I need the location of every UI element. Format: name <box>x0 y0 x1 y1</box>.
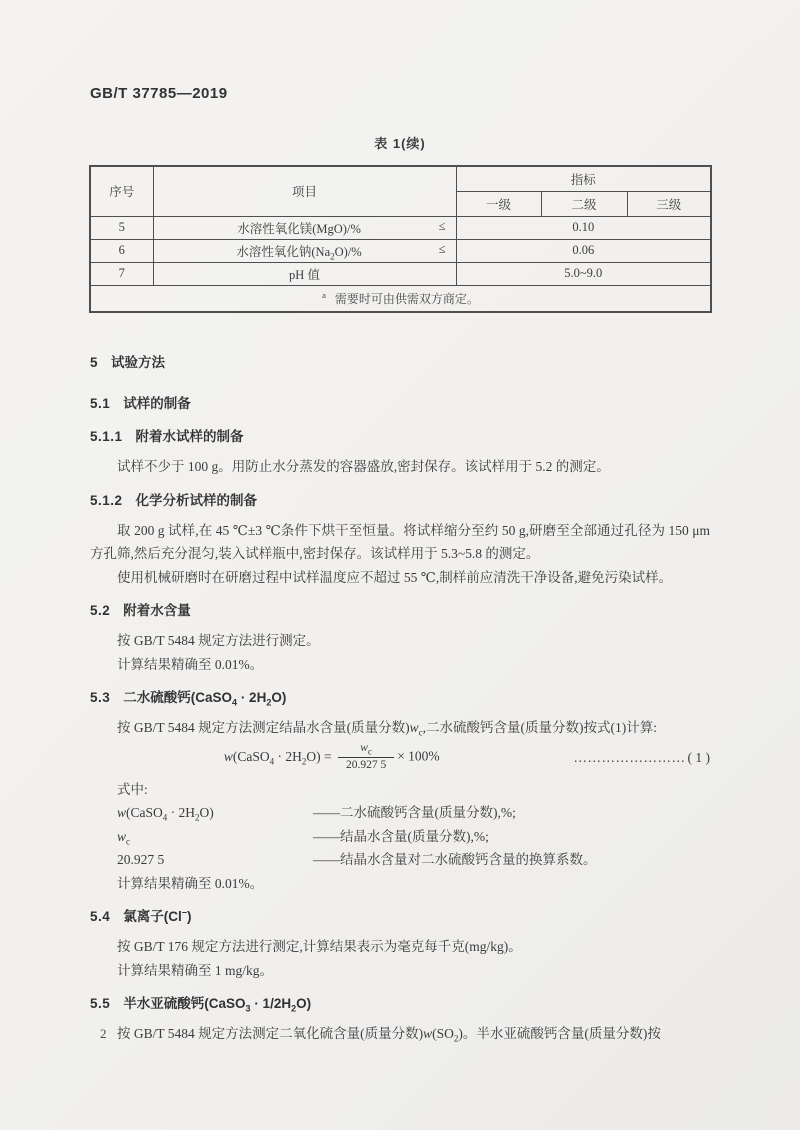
cell-item <box>153 216 456 239</box>
col-header-seq: 序号 <box>90 166 153 216</box>
standard-number: GB/T 37785—2019 <box>90 85 228 102</box>
paragraph-5-2b: 计算结果精确至 0.01%。 <box>117 656 264 672</box>
cell-seq: 7 <box>90 262 153 285</box>
leq-symbol: ≤ <box>438 218 446 233</box>
col-header-level-3: 三级 <box>627 191 711 216</box>
paragraph-where: 式中: <box>117 781 148 797</box>
paragraph-5-3b: 计算结果精确至 0.01%。 <box>117 875 264 891</box>
definition-description: ——二水硫酸钙含量(质量分数),%; <box>313 805 516 820</box>
page-number: 2 <box>100 1026 107 1041</box>
table-header-row-1 <box>90 166 711 191</box>
section-heading-5-1-1 <box>90 425 710 448</box>
section-number: 5.1.2 <box>90 492 123 508</box>
definition-description: ——结晶水含量(质量分数),%; <box>313 828 489 844</box>
definition-term: 20.927 5 <box>117 852 165 867</box>
definition-term: w(CaSO$_4$ · $2H_2O$) <box>117 805 214 823</box>
section-heading-5-1 <box>90 392 710 415</box>
section-number: 5.4 <box>90 909 111 924</box>
cell-seq: 6 <box>90 239 153 262</box>
paragraph-5-1-2b: 使用机械研磨时在研磨过程中试样温度应不超过 55 ℃,制样前应清洗干净设备,避免污染试样。 <box>117 569 673 585</box>
table-footnote <box>90 285 711 312</box>
section-title: 二水硫酸钙(CaSO$_4$ · $2H_2O$) <box>123 690 287 708</box>
section-heading-5-3 <box>90 686 710 709</box>
section-title: 试验方法 <box>111 355 166 370</box>
col-header-level-1: 一级 <box>456 191 541 216</box>
equation-lhs: w(CaSO$_4$ · $2H_2O$) = <box>223 748 335 767</box>
table-caption: 表 1(续) <box>374 136 426 151</box>
paragraph-5-1-2a: 取 200 g 试样,在 45 ℃±3 ℃条件下烘干至恒量。将试样缩分至约 50 g,研磨至全部通过孔径为 150 μm 方孔筛,然后充分混匀,装入试样瓶中,密封保存。该试样用于 5.3~5.8 的测定。 <box>90 522 710 561</box>
paragraph-5-3a: 按 GB/T 5484 规定方法测定结晶水含量(质量分数)$w_c$,二水硫酸钙含量(质量分数)按式(1)计算: <box>117 720 657 738</box>
table-row <box>90 216 711 239</box>
section-number: 5.1.1 <box>90 429 123 444</box>
item-text: 水溶性氧化镁(MgO)/% <box>237 221 361 236</box>
table-row <box>90 239 711 262</box>
cell-value: 0.10 <box>456 216 711 239</box>
cell-value: 5.0~9.0 <box>456 262 711 285</box>
section-heading-5-5 <box>90 992 710 1015</box>
table-row <box>90 262 711 285</box>
paragraph-5-5: 按 GB/T 5484 规定方法测定二氧化硫含量(质量分数)$w(SO_2)$。半水亚硫酸钙含量(质量分数)按 <box>117 1026 661 1044</box>
equation-expression <box>90 742 574 773</box>
definition-row <box>90 825 710 849</box>
definition-description: ——结晶水含量对二水硫酸钙含量的换算系数。 <box>313 852 597 867</box>
equation-1 <box>90 742 710 774</box>
definition-row <box>90 801 710 825</box>
cell-seq: 5 <box>90 216 153 239</box>
paragraph-5-4b: 计算结果精确至 1 mg/kg。 <box>117 962 274 978</box>
section-number: 5.3 <box>90 690 111 705</box>
section-title: 附着水含量 <box>123 603 191 618</box>
section-number: 5.5 <box>90 996 111 1011</box>
section-heading-5-4 <box>90 905 710 928</box>
fraction-numerator: $w_c$ <box>338 742 394 758</box>
cell-value: 0.06 <box>456 239 711 262</box>
table-1 <box>89 165 712 313</box>
fraction <box>338 742 394 773</box>
definition-term: $w_c$ <box>117 828 131 847</box>
item-text: pH 值 <box>289 267 320 282</box>
section-heading-5-2 <box>90 599 710 622</box>
definition-row <box>90 848 710 872</box>
section-title: 氯离子(Cl−) <box>123 907 192 924</box>
paragraph-5-2a: 按 GB/T 5484 规定方法进行测定。 <box>117 633 320 648</box>
paragraph-5-1-1: 试样不少于 100 g。用防止水分蒸发的容器盛放,密封保存。该试样用于 5.2 的测定。 <box>117 459 610 474</box>
section-number: 5 <box>90 355 99 370</box>
footnote-marker: a <box>322 289 326 300</box>
section-heading-5-1-2 <box>90 489 710 512</box>
equation-tail: × 100% <box>397 748 440 764</box>
section-title: 化学分析试样的制备 <box>135 492 258 508</box>
fraction-denominator: 20.927 5 <box>345 759 387 771</box>
section-number: 5.2 <box>90 603 111 618</box>
equation-number: ( 1 ) <box>687 749 710 765</box>
leq-symbol: ≤ <box>438 241 446 256</box>
equation-dot-leader: …………………… <box>573 749 686 765</box>
paragraph-5-4a: 按 GB/T 176 规定方法进行测定,计算结果表示为毫克每千克(mg/kg)。 <box>117 939 522 954</box>
section-number: 5.1 <box>90 396 111 411</box>
section-title: 试样的制备 <box>123 396 191 411</box>
section-title: 半水亚硫酸钙(CaSO$_3$ · $1/2H_2O$) <box>123 996 312 1014</box>
section-heading-5 <box>90 351 710 374</box>
footnote-text: 需要时可由供需双方商定。 <box>334 291 479 306</box>
table-footnote-row <box>90 285 711 312</box>
col-header-item: 项目 <box>153 166 456 216</box>
body-content <box>90 345 710 1046</box>
col-header-index: 指标 <box>456 166 711 191</box>
cell-item <box>153 239 456 262</box>
col-header-level-2: 二级 <box>541 191 627 216</box>
item-text: 水溶性氧化钠$(Na_2O)/\%$ <box>236 244 362 261</box>
section-title: 附着水试样的制备 <box>135 429 244 444</box>
cell-item <box>153 262 456 285</box>
